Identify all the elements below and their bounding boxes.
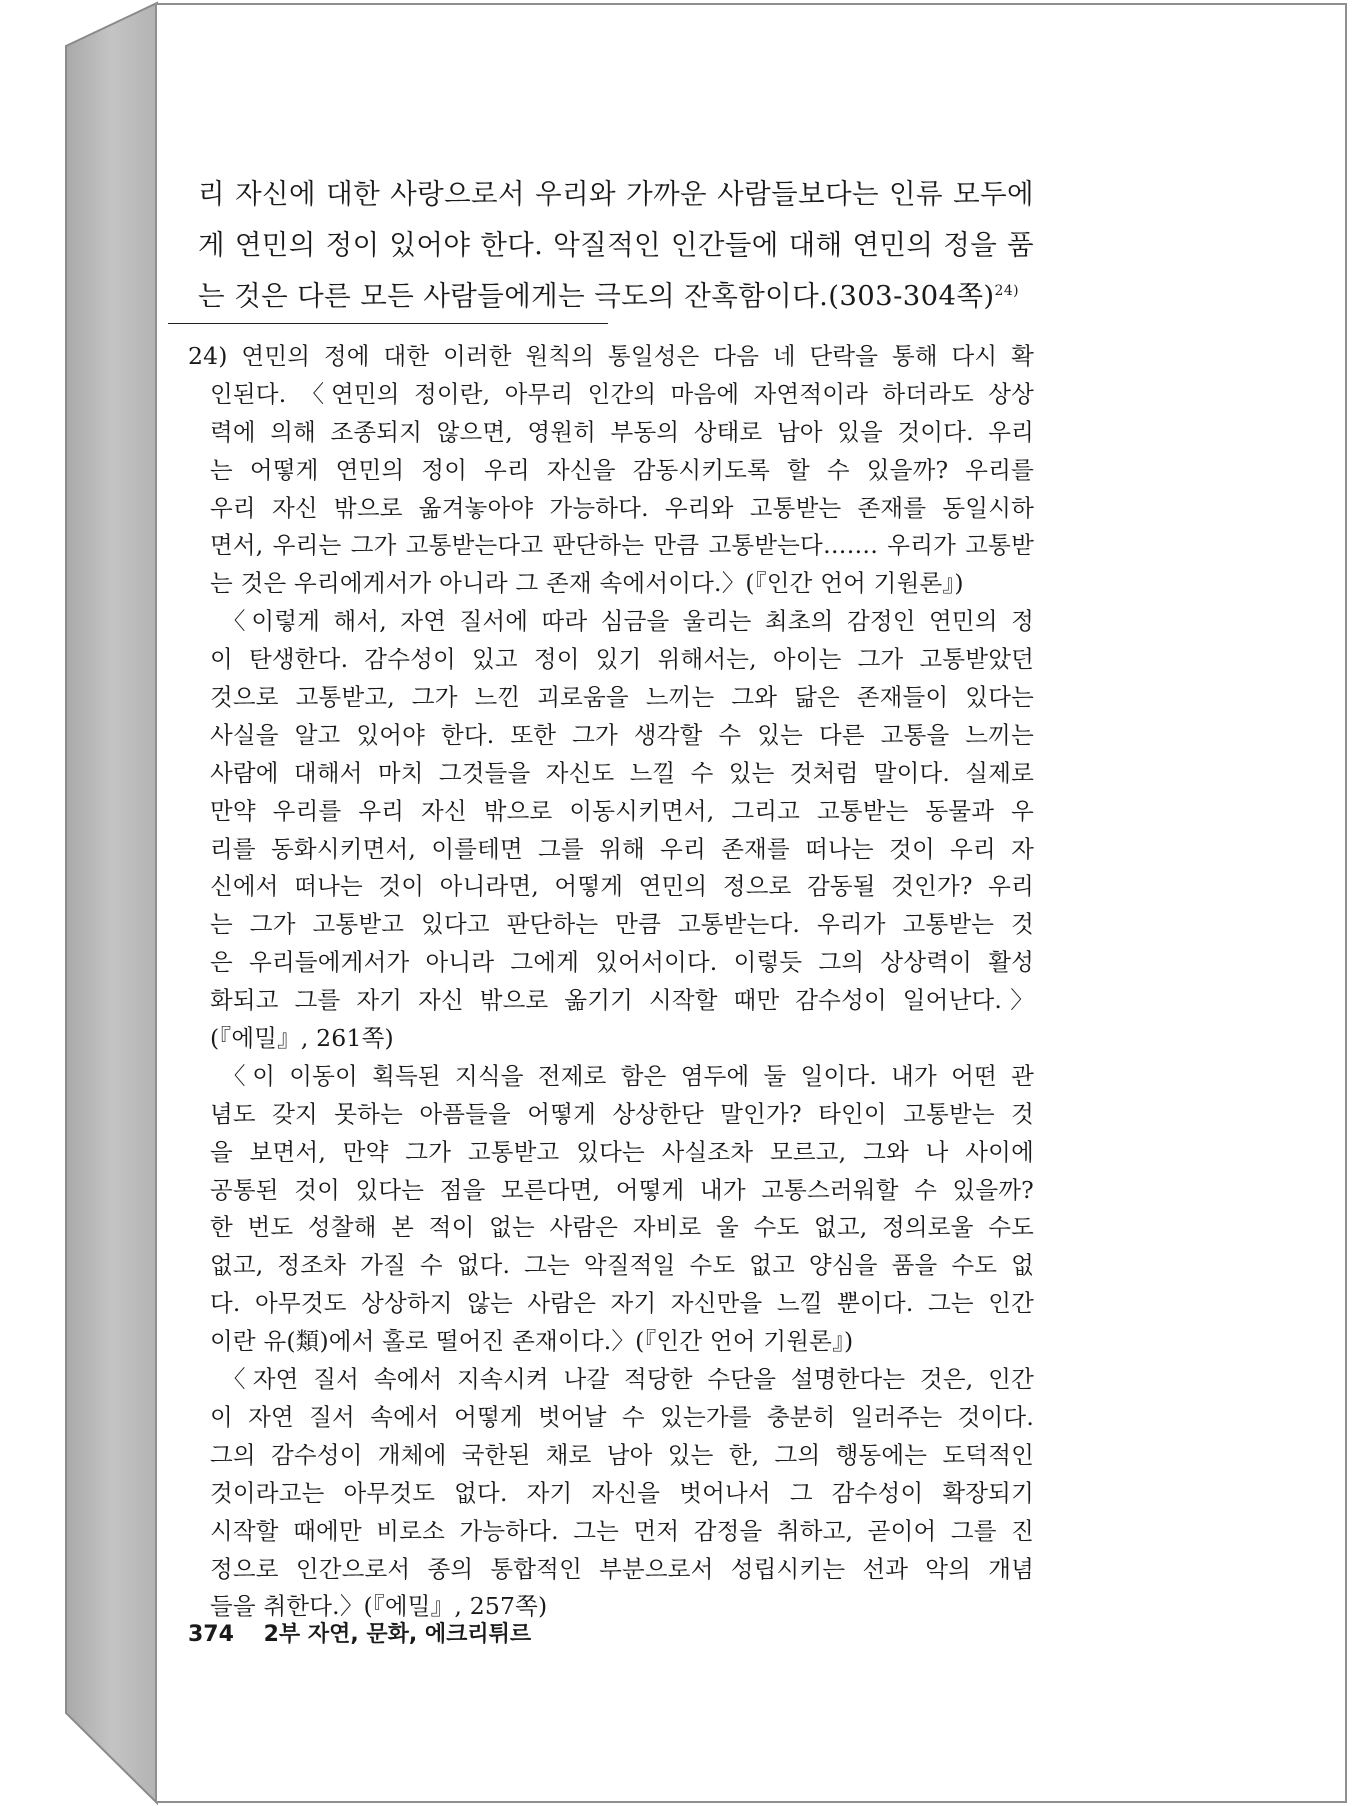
footnote-line: 사람에 대해서 마치 그것들을 자신도 느낄 수 있는 것처럼 말이다. 실제로 — [210, 758, 1034, 787]
main-text — [198, 169, 1034, 322]
footnote-line: 사실을 알고 있어야 한다. 또한 그가 생각할 수 있는 다른 고통을 느끼는 — [210, 720, 1034, 749]
main-text-line-content: 는 것은 다른 모든 사람들에게는 극도의 잔혹함이다.(303-304쪽) — [198, 280, 995, 312]
footnote-line: 신에서 떠나는 것이 아니라면, 어떻게 연민의 정으로 감동될 것인가? 우리 — [210, 872, 1034, 901]
footnote-line: 면서, 우리는 그가 고통받는다고 판단하는 만큼 고통받는다……. 우리가 고통받 — [210, 531, 1034, 560]
footnote-line: 〈자연 질서 속에서 지속시켜 나갈 적당한 수단을 설명한다는 것은, 인간 — [222, 1365, 1034, 1394]
footnote-line: 없고, 정조차 가질 수 없다. 그는 악질적일 수도 없고 양심을 품을 수도 없 — [210, 1251, 1034, 1280]
footnote-line: 이란 유(類)에서 홀로 떨어진 존재이다.〉(『인간 언어 기원론』) — [210, 1327, 854, 1356]
footnote-reference: 24) — [994, 282, 1020, 299]
footnote-line: 24) 연민의 정에 대한 이러한 원칙의 통일성은 다음 네 단락을 통해 다시 확 — [188, 342, 1034, 370]
footnote-line: 우리 자신 밖으로 옮겨놓아야 가능하다. 우리와 고통받는 존재를 동일시하 — [210, 493, 1034, 522]
footnote-line: 한 번도 성찰해 본 적이 없는 사람은 자비로 울 수도 없고, 정의로울 수도 — [210, 1213, 1034, 1242]
footnote-line: 다. 아무것도 상상하지 않는 사람은 자기 자신만을 느낄 뿐이다. 그는 인간 — [210, 1289, 1034, 1318]
footnote-line: 만약 우리를 우리 자신 밖으로 이동시키면서, 그리고 고통받는 동물과 우 — [210, 796, 1034, 825]
footnote — [188, 338, 1034, 1626]
footnote-line: 인된다. 〈연민의 정이란, 아무리 인간의 마음에 자연적이라 하더라도 상상 — [210, 379, 1034, 408]
footnote-line: 리를 동화시키면서, 이를테면 그를 위해 우리 존재를 떠나는 것이 우리 자 — [210, 834, 1034, 863]
footnote-line: 는 것은 우리에게서가 아니라 그 존재 속에서이다.〉(『인간 언어 기원론』) — [210, 569, 964, 598]
footnote-line: 정으로 인간으로서 종의 통합적인 부분으로서 성립시키는 선과 악의 개념 — [210, 1554, 1034, 1583]
main-text-line — [198, 271, 1034, 322]
footnote-line: 은 우리들에게서가 아니라 그에게 있어서이다. 이렇듯 그의 상상력이 활성 — [210, 948, 1034, 977]
footnote-line: 그의 감수성이 개체에 국한된 채로 남아 있는 한, 그의 행동에는 도덕적인 — [210, 1440, 1034, 1469]
footnote-line: 시작할 때에만 비로소 가능하다. 그는 먼저 감정을 취하고, 곧이어 그를 진 — [210, 1516, 1034, 1545]
footnote-line: 을 보면서, 만약 그가 고통받고 있다는 사실조차 모르고, 그와 나 사이에 — [210, 1137, 1034, 1166]
running-head: 2부 자연, 문화, 에크리튀르 — [263, 1622, 532, 1647]
footnote-line: 것이라고는 아무것도 없다. 자기 자신을 벗어나서 그 감수성이 확장되기 — [210, 1478, 1034, 1507]
footnote-line: 들을 취한다.〉(『에밀』, 257쪽) — [210, 1592, 548, 1621]
footnote-line: 〈이 이동이 획득된 지식을 전제로 함은 염두에 둘 일이다. 내가 어떤 관 — [222, 1061, 1034, 1090]
main-text-line: 리 자신에 대한 사랑으로서 우리와 가까운 사람들보다는 인류 모두에 — [198, 178, 1034, 210]
footnote-line: 는 어떻게 연민의 정이 우리 자신을 감동시키도록 할 수 있을까? 우리를 — [210, 455, 1034, 484]
footnote-line: (『에밀』, 261쪽) — [210, 1024, 394, 1053]
footnote-divider — [168, 323, 608, 324]
page-footer — [188, 1617, 531, 1648]
book-spine — [0, 0, 160, 1806]
footnote-line: 화되고 그를 자기 자신 밖으로 옮기기 시작할 때만 감수성이 일어난다.〉 — [210, 986, 1034, 1015]
footnote-line: 공통된 것이 있다는 점을 모른다면, 어떻게 내가 고통스러워할 수 있을까? — [210, 1175, 1034, 1204]
footnote-line: 이 탄생한다. 감수성이 있고 정이 있기 위해서는, 아이는 그가 고통받았던 — [210, 645, 1034, 674]
page-number: 374 — [188, 1622, 234, 1647]
footnote-line: 것으로 고통받고, 그가 느낀 괴로움을 느끼는 그와 닮은 존재들이 있다는 — [210, 683, 1034, 712]
footnote-line: 는 그가 고통받고 있다고 판단하는 만큼 고통받는다. 우리가 고통받는 것 — [210, 910, 1034, 939]
footnote-line: 념도 갖지 못하는 아픔들을 어떻게 상상한단 말인가? 타인이 고통받는 것 — [210, 1099, 1034, 1128]
main-text-line: 게 연민의 정이 있어야 한다. 악질적인 인간들에 대해 연민의 정을 품 — [198, 229, 1034, 261]
footnote-line: 력에 의해 조종되지 않으면, 영원히 부동의 상태로 남아 있을 것이다. 우리 — [210, 417, 1034, 446]
footnote-line: 〈이렇게 해서, 자연 질서에 따라 심금을 울리는 최초의 감정인 연민의 정 — [222, 607, 1034, 636]
footnote-line: 이 자연 질서 속에서 어떻게 벗어날 수 있는가를 충분히 일러주는 것이다. — [210, 1402, 1034, 1431]
